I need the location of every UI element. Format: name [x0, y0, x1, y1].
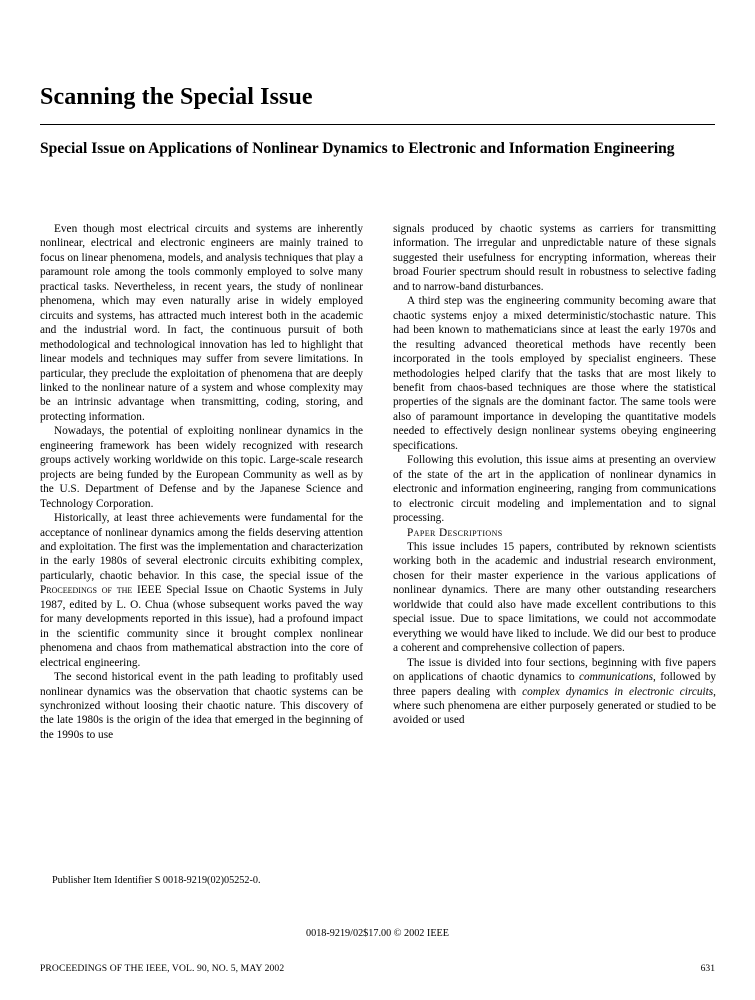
paragraph: This issue includes 15 papers, contributed by reknown scientists working both in the academic and industrial research environment, chosen for their master experience in the various applications of nonlinear dynamics. There are many other outstanding researchers worldwide that could also have made excellent contributions to this special issue. Due to space limitations, we could not accommodate everything we would have liked to include. We did our best to produce a coherent and comprehensive collection of papers. — [393, 540, 716, 655]
paragraph-text-part: , where such phenomena are either purposely generated or studied to be avoided or used — [393, 685, 716, 727]
footer-journal-info: PROCEEDINGS OF THE IEEE, VOL. 90, NO. 5, MAY 2002 — [40, 963, 285, 974]
special-issue-title: Special Issue on Applications of Nonlinear Dynamics to Electronic and Information Engineering — [40, 140, 675, 158]
left-column — [40, 222, 363, 742]
article-columns — [40, 222, 716, 742]
title-divider — [40, 124, 715, 125]
paragraph-sections-overview — [393, 656, 716, 728]
page-header-block — [40, 84, 715, 160]
paragraph-text-part: The issue is divided into four sections, beginning with five papers on applications of chaotic dynamics to — [393, 656, 716, 684]
right-column — [393, 222, 716, 742]
italic-term-communications: communications — [578, 671, 654, 684]
paragraph: Even though most electrical circuits and systems are inherently nonlinear, electrical and electronic engineers are mainly trained to focus on linear phenomena, models, and analysis techniques that play a paramount role among the tools commonly employed to solve many practical tasks. Nevertheless, in recent years, the study of nonlinear phenomena, which may even naturally arise in widely employed circuits and systems, has attracted much interest both in the academic and the industrial word. In fact, the continuous pursuit of both methodological and technological innovation has led to highlight that linear models and techniques may suffer from severe limitations. In particular, they preclude the exploitation of phenomena that are deeply linked to the nonlinear nature of a system and whose complexity may be an intrinsic advantage when transmitting, coding, storing, and protecting information. — [40, 223, 363, 423]
publisher-item-identifier: Publisher Item Identifier S 0018-9219(02)05252-0. — [52, 875, 261, 886]
section-heading-paper-descriptions: Paper Descriptions — [407, 526, 503, 539]
page-footer — [40, 963, 715, 974]
italic-term-complex-dynamics: complex dynamics in electronic circuits — [522, 685, 714, 698]
paragraph: Nowadays, the potential of exploiting nonlinear dynamics in the engineering framework has been widely recognized with research groups actively working worldwide on this topic. Large-scale research projects are being funded by the European Community as well as by the U.S. Department of Defense and by the Japanese Science and Technology Corporation. — [40, 425, 363, 510]
paragraph: The second historical event in the path leading to profitably used nonlinear dynamics was the observation that chaotic systems can be synchronized without loosing their chaotic nature. This discovery of the late 1980s is the origin of the idea that emerged in the beginning of the 1990s to use — [40, 671, 363, 741]
paragraph: A third step was the engineering community becoming aware that chaotic systems enjoy a mixed deterministic/stochastic nature. This had been known to mathematicians since at least the early 1970s and the resulting advanced theoretical methods have recently been incorporated in the tools employed by specialist engineers. These methodologies helped clarify that the tasks that are most likely to benefit from chaos-based techniques are those where the statistical properties of the signals are the dominant factor. The same tools were also of paramount importance in developing the quantitative models needed to effectively design nonlinear systems obeying engineering specifications. — [393, 295, 716, 452]
paragraph-text-part: Historically, at least three achievements were fundamental for the acceptance of nonlinear dynamics among the fields deserving attention and exploitation. The first was the implementation and characterization in the early 1980s of several electronic circuits exhibiting complex, particularly, chaotic behavior. In this case, the special issue of the — [40, 512, 363, 582]
copyright-line: 0018-9219/02$17.00 © 2002 IEEE — [306, 928, 449, 939]
paragraph-text-part: , followed by three papers dealing with — [393, 671, 716, 698]
paragraph: signals produced by chaotic systems as carriers for transmitting information. The irregular and unpredictable nature of these signals suggested their usefulness for encrypting information, whereas their broad Fourier spectrum should result in robustness to selective fading and to narrow-band disturbances. — [393, 223, 716, 293]
paragraph-historical — [40, 511, 363, 670]
page-title: Scanning the Special Issue — [40, 84, 313, 110]
paragraph: Following this evolution, this issue aims at presenting an overview of the state of the art in the application of nonlinear dynamics in electronic and information engineering, ranging from communications to electronic circuit modeling and implementation and to signal processing. — [393, 454, 716, 525]
proceedings-smallcaps: Proceedings of the — [40, 584, 133, 597]
paragraph-text-part: IEEE Special Issue on Chaotic Systems in July 1987, edited by L. O. Chua (whose subsequent works paved the way for many developments reported in this issue), had a profound impact in the scientific community since it brought complex nonlinear phenomena and chaos from mathematical abstraction into the core of electrical engineering. — [40, 584, 363, 669]
footer-page-number: 631 — [700, 963, 715, 974]
